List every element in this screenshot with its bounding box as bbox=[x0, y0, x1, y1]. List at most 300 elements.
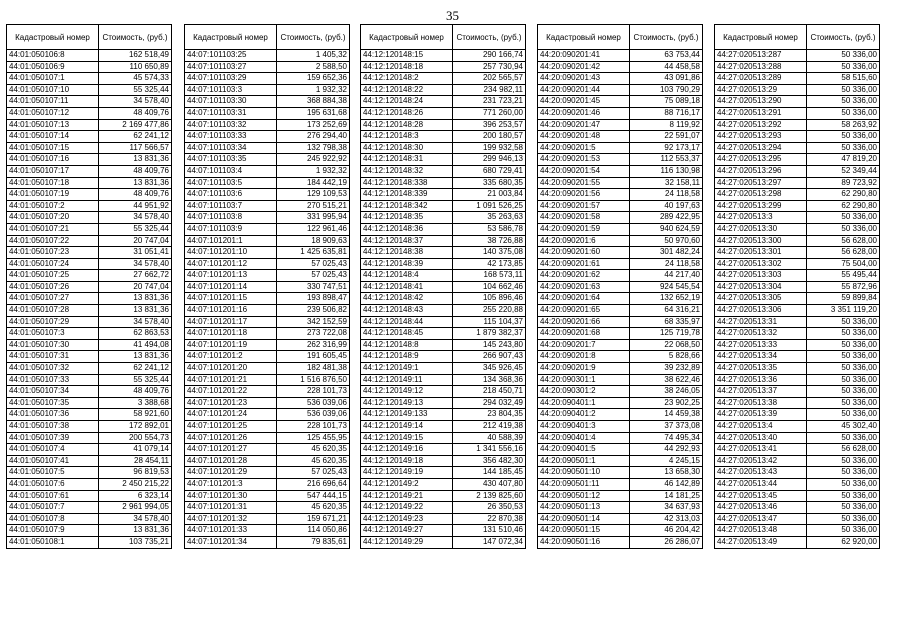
cost-cell: 50 336,00 bbox=[807, 502, 880, 514]
cadastral-number-cell: 44:20:090201:48 bbox=[538, 131, 630, 143]
table-row bbox=[715, 281, 880, 293]
cost-cell: 20 747,04 bbox=[99, 235, 172, 247]
cost-cell: 39 232,89 bbox=[630, 363, 703, 375]
cost-cell: 22 591,07 bbox=[630, 131, 703, 143]
cadastral-number-cell: 44:01:050107:34 bbox=[7, 386, 99, 398]
cost-cell: 430 407,80 bbox=[453, 478, 526, 490]
cadastral-number-cell: 44:27:020513:36 bbox=[715, 374, 807, 386]
cost-cell: 536 039,06 bbox=[277, 409, 350, 421]
table-row bbox=[538, 328, 703, 340]
cost-cell: 212 419,38 bbox=[453, 421, 526, 433]
table-row bbox=[185, 432, 350, 444]
table-row bbox=[7, 374, 172, 386]
table-row bbox=[185, 223, 350, 235]
cadastral-number-cell: 44:27:020513:38 bbox=[715, 397, 807, 409]
cadastral-number-cell: 44:20:090201:7 bbox=[538, 339, 630, 351]
table-row bbox=[185, 107, 350, 119]
cost-cell: 88 716,17 bbox=[630, 107, 703, 119]
cost-cell: 195 631,68 bbox=[277, 107, 350, 119]
cadastral-number-cell: 44:07:101201:22 bbox=[185, 386, 277, 398]
cost-cell: 53 586,78 bbox=[453, 223, 526, 235]
cadastral-number-cell: 44:07:101103:3 bbox=[185, 84, 277, 96]
table-row bbox=[7, 258, 172, 270]
cost-cell: 1 405,32 bbox=[277, 50, 350, 62]
cadastral-number-cell: 44:27:020513:37 bbox=[715, 386, 807, 398]
cost-cell: 75 504,00 bbox=[807, 258, 880, 270]
cadastral-number-cell: 44:12:120149:21 bbox=[361, 490, 453, 502]
cadastral-number-cell: 44:12:120148:2 bbox=[361, 73, 453, 85]
table-row bbox=[715, 61, 880, 73]
cadastral-number-cell: 44:27:020513:3 bbox=[715, 212, 807, 224]
cost-cell: 27 662,72 bbox=[99, 270, 172, 282]
table-row bbox=[185, 61, 350, 73]
cost-cell: 45 574,33 bbox=[99, 73, 172, 85]
cost-cell: 22 068,50 bbox=[630, 339, 703, 351]
cadastral-number-cell: 44:12:120149:13 bbox=[361, 397, 453, 409]
table-row bbox=[361, 467, 526, 479]
header-cadastral-number: Кадастровый номер bbox=[7, 25, 99, 50]
cost-cell: 55 495,44 bbox=[807, 270, 880, 282]
cost-cell: 331 995,94 bbox=[277, 212, 350, 224]
table-row bbox=[361, 270, 526, 282]
table-row bbox=[538, 247, 703, 259]
cadastral-number-cell: 44:12:120148:15 bbox=[361, 50, 453, 62]
table-row bbox=[361, 96, 526, 108]
cost-cell: 38 246,05 bbox=[630, 386, 703, 398]
cadastral-number-cell: 44:12:120148:38 bbox=[361, 247, 453, 259]
table-row bbox=[361, 374, 526, 386]
cost-cell: 1 091 526,25 bbox=[453, 200, 526, 212]
cadastral-number-cell: 44:12:120148:8 bbox=[361, 339, 453, 351]
table-row bbox=[715, 107, 880, 119]
table-row bbox=[361, 200, 526, 212]
cost-cell: 200 554,73 bbox=[99, 432, 172, 444]
table-row bbox=[538, 258, 703, 270]
cadastral-number-cell: 44:01:050106:8 bbox=[7, 50, 99, 62]
cost-cell: 64 316,21 bbox=[630, 305, 703, 317]
cadastral-number-cell: 44:20:090201:6 bbox=[538, 235, 630, 247]
cost-cell: 110 650,89 bbox=[99, 61, 172, 73]
cost-cell: 35 263,63 bbox=[453, 212, 526, 224]
table-row bbox=[361, 455, 526, 467]
cadastral-number-cell: 44:12:120148:338 bbox=[361, 177, 453, 189]
cadastral-number-cell: 44:07:101201:31 bbox=[185, 502, 277, 514]
cost-cell: 6 323,14 bbox=[99, 490, 172, 502]
table-row bbox=[538, 374, 703, 386]
table-row bbox=[7, 502, 172, 514]
cadastral-number-cell: 44:27:020513:44 bbox=[715, 478, 807, 490]
cost-cell: 345 926,45 bbox=[453, 363, 526, 375]
cost-cell: 50 336,00 bbox=[807, 339, 880, 351]
table-row bbox=[7, 351, 172, 363]
table-row bbox=[538, 525, 703, 537]
table-row bbox=[185, 270, 350, 282]
cadastral-number-cell: 44:01:050107:22 bbox=[7, 235, 99, 247]
table-row bbox=[361, 432, 526, 444]
cost-cell: 92 173,17 bbox=[630, 142, 703, 154]
cadastral-number-cell: 44:27:020513:47 bbox=[715, 513, 807, 525]
table-row bbox=[715, 165, 880, 177]
cadastral-number-cell: 44:01:050107:8 bbox=[7, 513, 99, 525]
cost-cell: 245 922,92 bbox=[277, 154, 350, 166]
cadastral-number-cell: 44:20:090401:4 bbox=[538, 432, 630, 444]
cost-cell: 330 747,51 bbox=[277, 281, 350, 293]
cadastral-number-cell: 44:12:120149:11 bbox=[361, 374, 453, 386]
cost-cell: 145 243,80 bbox=[453, 339, 526, 351]
register-table bbox=[6, 24, 172, 549]
cadastral-number-cell: 44:12:120149:12 bbox=[361, 386, 453, 398]
table-row bbox=[538, 536, 703, 548]
cost-cell: 131 510,46 bbox=[453, 525, 526, 537]
table-row bbox=[538, 490, 703, 502]
cadastral-number-cell: 44:01:050107:36 bbox=[7, 409, 99, 421]
table-row bbox=[715, 96, 880, 108]
cadastral-number-cell: 44:27:020513:299 bbox=[715, 200, 807, 212]
cadastral-number-cell: 44:20:090201:47 bbox=[538, 119, 630, 131]
table-row bbox=[185, 200, 350, 212]
table-row bbox=[185, 513, 350, 525]
cost-cell: 200 180,57 bbox=[453, 131, 526, 143]
table-row bbox=[538, 513, 703, 525]
table-row bbox=[7, 61, 172, 73]
table-row bbox=[361, 363, 526, 375]
cost-cell: 184 442,19 bbox=[277, 177, 350, 189]
cadastral-number-cell: 44:20:090301:2 bbox=[538, 386, 630, 398]
cadastral-number-cell: 44:20:090201:56 bbox=[538, 189, 630, 201]
cost-cell: 48 409,76 bbox=[99, 189, 172, 201]
cadastral-number-cell: 44:27:020513:289 bbox=[715, 73, 807, 85]
cadastral-number-cell: 44:12:120149:27 bbox=[361, 525, 453, 537]
table-row bbox=[361, 386, 526, 398]
cadastral-number-cell: 44:01:050107:4 bbox=[7, 444, 99, 456]
cost-cell: 58 515,60 bbox=[807, 73, 880, 85]
table-row bbox=[538, 270, 703, 282]
cadastral-number-cell: 44:12:120148:45 bbox=[361, 328, 453, 340]
table-row bbox=[185, 247, 350, 259]
cadastral-number-cell: 44:01:050107:13 bbox=[7, 119, 99, 131]
cost-cell: 44 951,92 bbox=[99, 200, 172, 212]
cost-cell: 13 831,36 bbox=[99, 293, 172, 305]
header-cadastral-number: Кадастровый номер bbox=[185, 25, 277, 50]
cadastral-number-cell: 44:27:020513:29 bbox=[715, 84, 807, 96]
cadastral-number-cell: 44:27:020513:39 bbox=[715, 409, 807, 421]
cost-cell: 40 197,63 bbox=[630, 200, 703, 212]
table-row bbox=[538, 455, 703, 467]
cadastral-number-cell: 44:27:020513:43 bbox=[715, 467, 807, 479]
cadastral-number-cell: 44:20:090201:46 bbox=[538, 107, 630, 119]
cost-cell: 50 336,00 bbox=[807, 50, 880, 62]
table-row bbox=[7, 455, 172, 467]
cost-cell: 50 336,00 bbox=[807, 96, 880, 108]
cadastral-number-cell: 44:27:020513:288 bbox=[715, 61, 807, 73]
cadastral-number-cell: 44:01:050107:35 bbox=[7, 397, 99, 409]
cadastral-number-cell: 44:07:101201:29 bbox=[185, 467, 277, 479]
table-row bbox=[715, 212, 880, 224]
cadastral-number-cell: 44:01:050107:61 bbox=[7, 490, 99, 502]
cost-cell: 43 091,86 bbox=[630, 73, 703, 85]
table-row bbox=[715, 258, 880, 270]
cost-cell: 20 747,04 bbox=[99, 281, 172, 293]
cadastral-number-cell: 44:01:050107:7 bbox=[7, 502, 99, 514]
cadastral-number-cell: 44:07:101201:30 bbox=[185, 490, 277, 502]
cadastral-number-cell: 44:01:050107:30 bbox=[7, 339, 99, 351]
table-row bbox=[185, 467, 350, 479]
cadastral-number-cell: 44:01:050107:14 bbox=[7, 131, 99, 143]
cost-cell: 14 459,38 bbox=[630, 409, 703, 421]
cadastral-number-cell: 44:01:050107:1 bbox=[7, 73, 99, 85]
cadastral-number-cell: 44:07:101201:28 bbox=[185, 455, 277, 467]
cadastral-number-cell: 44:20:090501:11 bbox=[538, 478, 630, 490]
table-row bbox=[7, 50, 172, 62]
cost-cell: 199 932,58 bbox=[453, 142, 526, 154]
cost-cell: 1 932,32 bbox=[277, 165, 350, 177]
cadastral-number-cell: 44:12:120148:339 bbox=[361, 189, 453, 201]
cost-cell: 55 872,96 bbox=[807, 281, 880, 293]
table-row bbox=[185, 177, 350, 189]
cost-cell: 132 652,19 bbox=[630, 293, 703, 305]
cost-cell: 34 578,40 bbox=[99, 513, 172, 525]
cost-cell: 24 118,58 bbox=[630, 258, 703, 270]
table-row bbox=[538, 200, 703, 212]
cost-cell: 50 336,00 bbox=[807, 223, 880, 235]
cost-cell: 13 831,36 bbox=[99, 177, 172, 189]
cost-cell: 62 863,53 bbox=[99, 328, 172, 340]
cadastral-number-cell: 44:07:101201:20 bbox=[185, 363, 277, 375]
table-row bbox=[7, 386, 172, 398]
table-row bbox=[538, 189, 703, 201]
cadastral-number-cell: 44:27:020513:4 bbox=[715, 421, 807, 433]
cost-cell: 75 089,18 bbox=[630, 96, 703, 108]
cost-cell: 48 409,76 bbox=[99, 386, 172, 398]
cadastral-number-cell: 44:27:020513:293 bbox=[715, 131, 807, 143]
cadastral-number-cell: 44:27:020513:30 bbox=[715, 223, 807, 235]
cost-cell: 31 051,41 bbox=[99, 247, 172, 259]
table-row bbox=[361, 478, 526, 490]
table-row bbox=[7, 328, 172, 340]
cost-cell: 173 252,69 bbox=[277, 119, 350, 131]
cadastral-number-cell: 44:12:120148:30 bbox=[361, 142, 453, 154]
cost-cell: 356 482,30 bbox=[453, 455, 526, 467]
table-row bbox=[538, 177, 703, 189]
cost-cell: 34 578,40 bbox=[99, 96, 172, 108]
table-row bbox=[7, 200, 172, 212]
table-row bbox=[185, 154, 350, 166]
table-row bbox=[715, 200, 880, 212]
cadastral-number-cell: 44:27:020513:34 bbox=[715, 351, 807, 363]
cost-cell: 58 921,60 bbox=[99, 409, 172, 421]
table-row bbox=[185, 386, 350, 398]
cost-cell: 159 671,21 bbox=[277, 513, 350, 525]
table-row bbox=[185, 374, 350, 386]
cadastral-number-cell: 44:20:090201:45 bbox=[538, 96, 630, 108]
cost-cell: 26 286,07 bbox=[630, 536, 703, 548]
cost-cell: 41 494,08 bbox=[99, 339, 172, 351]
table-row bbox=[538, 212, 703, 224]
cost-cell: 34 578,40 bbox=[99, 212, 172, 224]
cost-cell: 28 454,11 bbox=[99, 455, 172, 467]
table-row bbox=[7, 270, 172, 282]
table-row bbox=[538, 235, 703, 247]
table-row bbox=[7, 96, 172, 108]
cadastral-number-cell: 44:20:090501:12 bbox=[538, 490, 630, 502]
cost-cell: 50 336,00 bbox=[807, 478, 880, 490]
cost-cell: 1 425 635,81 bbox=[277, 247, 350, 259]
cost-cell: 216 696,64 bbox=[277, 478, 350, 490]
cost-cell: 50 336,00 bbox=[807, 432, 880, 444]
cost-cell: 68 335,97 bbox=[630, 316, 703, 328]
cadastral-cost-register bbox=[6, 24, 899, 614]
cadastral-number-cell: 44:20:090501:16 bbox=[538, 536, 630, 548]
table-row bbox=[185, 73, 350, 85]
cadastral-number-cell: 44:07:101201:27 bbox=[185, 444, 277, 456]
cost-cell: 1 341 556,16 bbox=[453, 444, 526, 456]
cost-cell: 294 032,49 bbox=[453, 397, 526, 409]
cost-cell: 52 349,44 bbox=[807, 165, 880, 177]
cadastral-number-cell: 44:20:090201:9 bbox=[538, 363, 630, 375]
cadastral-number-cell: 44:01:050107:26 bbox=[7, 281, 99, 293]
cadastral-number-cell: 44:07:101103:7 bbox=[185, 200, 277, 212]
cost-cell: 132 798,38 bbox=[277, 142, 350, 154]
cost-cell: 228 101,73 bbox=[277, 386, 350, 398]
cadastral-number-cell: 44:27:020513:296 bbox=[715, 165, 807, 177]
cost-cell: 55 325,44 bbox=[99, 84, 172, 96]
cadastral-number-cell: 44:07:101201:1 bbox=[185, 235, 277, 247]
cost-cell: 38 726,88 bbox=[453, 235, 526, 247]
cadastral-number-cell: 44:20:090201:41 bbox=[538, 50, 630, 62]
table-row bbox=[7, 281, 172, 293]
cost-cell: 103 735,21 bbox=[99, 536, 172, 548]
cadastral-number-cell: 44:12:120149:2 bbox=[361, 478, 453, 490]
cadastral-number-cell: 44:12:120148:22 bbox=[361, 84, 453, 96]
table-row bbox=[715, 339, 880, 351]
cadastral-number-cell: 44:20:090501:15 bbox=[538, 525, 630, 537]
cadastral-number-cell: 44:01:050107:3 bbox=[7, 328, 99, 340]
table-row bbox=[715, 305, 880, 317]
cadastral-number-cell: 44:12:120149:22 bbox=[361, 502, 453, 514]
table-row bbox=[538, 119, 703, 131]
cadastral-number-cell: 44:20:090201:57 bbox=[538, 200, 630, 212]
cost-cell: 62 290,80 bbox=[807, 200, 880, 212]
cost-cell: 50 336,00 bbox=[807, 490, 880, 502]
cadastral-number-cell: 44:27:020513:40 bbox=[715, 432, 807, 444]
table-row bbox=[7, 235, 172, 247]
cost-cell: 105 896,46 bbox=[453, 293, 526, 305]
cost-cell: 24 118,58 bbox=[630, 189, 703, 201]
cost-cell: 2 450 215,22 bbox=[99, 478, 172, 490]
cadastral-number-cell: 44:07:101103:6 bbox=[185, 189, 277, 201]
cost-cell: 45 620,35 bbox=[277, 444, 350, 456]
table-row bbox=[538, 316, 703, 328]
cadastral-number-cell: 44:01:050106:9 bbox=[7, 61, 99, 73]
cadastral-number-cell: 44:07:101103:4 bbox=[185, 165, 277, 177]
table-row bbox=[185, 96, 350, 108]
table-row bbox=[715, 328, 880, 340]
cadastral-number-cell: 44:07:101201:16 bbox=[185, 305, 277, 317]
cadastral-number-cell: 44:01:050107:27 bbox=[7, 293, 99, 305]
cadastral-number-cell: 44:07:101201:2 bbox=[185, 351, 277, 363]
table-row bbox=[7, 212, 172, 224]
cadastral-number-cell: 44:01:050107:2 bbox=[7, 200, 99, 212]
cost-cell: 40 588,39 bbox=[453, 432, 526, 444]
cost-cell: 50 336,00 bbox=[807, 455, 880, 467]
table-row bbox=[538, 223, 703, 235]
table-row bbox=[361, 281, 526, 293]
cadastral-number-cell: 44:27:020513:31 bbox=[715, 316, 807, 328]
cadastral-number-cell: 44:20:090201:53 bbox=[538, 154, 630, 166]
table-row bbox=[361, 502, 526, 514]
table-row bbox=[538, 339, 703, 351]
cadastral-number-cell: 44:20:090201:66 bbox=[538, 316, 630, 328]
table-row bbox=[361, 525, 526, 537]
cost-cell: 140 375,08 bbox=[453, 247, 526, 259]
header-cost: Стоимость, (руб.) bbox=[453, 25, 526, 50]
header-cadastral-number: Кадастровый номер bbox=[361, 25, 453, 50]
table-row bbox=[7, 513, 172, 525]
table-row bbox=[715, 131, 880, 143]
cost-cell: 55 325,44 bbox=[99, 374, 172, 386]
cost-cell: 4 245,15 bbox=[630, 455, 703, 467]
table-row bbox=[185, 409, 350, 421]
register-table bbox=[537, 24, 703, 549]
table-row bbox=[361, 50, 526, 62]
header-cadastral-number: Кадастровый номер bbox=[715, 25, 807, 50]
cadastral-number-cell: 44:12:120148:18 bbox=[361, 61, 453, 73]
table-row bbox=[361, 119, 526, 131]
cost-cell: 5 828,66 bbox=[630, 351, 703, 363]
table-row bbox=[361, 328, 526, 340]
cost-cell: 22 870,38 bbox=[453, 513, 526, 525]
table-row bbox=[185, 316, 350, 328]
cadastral-number-cell: 44:07:101103:8 bbox=[185, 212, 277, 224]
cadastral-number-cell: 44:27:020513:305 bbox=[715, 293, 807, 305]
table-row bbox=[715, 177, 880, 189]
table-row bbox=[185, 142, 350, 154]
cost-cell: 13 831,36 bbox=[99, 305, 172, 317]
table-row bbox=[538, 131, 703, 143]
cadastral-number-cell: 44:07:101201:14 bbox=[185, 281, 277, 293]
cadastral-number-cell: 44:20:090501:14 bbox=[538, 513, 630, 525]
cost-cell: 3 388,68 bbox=[99, 397, 172, 409]
cadastral-number-cell: 44:27:020513:41 bbox=[715, 444, 807, 456]
cost-cell: 56 628,00 bbox=[807, 444, 880, 456]
cost-cell: 89 723,92 bbox=[807, 177, 880, 189]
cadastral-number-cell: 44:12:120148:44 bbox=[361, 316, 453, 328]
cost-cell: 301 482,24 bbox=[630, 247, 703, 259]
cadastral-number-cell: 44:20:090501:10 bbox=[538, 467, 630, 479]
cost-cell: 62 241,12 bbox=[99, 363, 172, 375]
table-row bbox=[538, 386, 703, 398]
cadastral-number-cell: 44:07:101201:10 bbox=[185, 247, 277, 259]
table-row bbox=[7, 131, 172, 143]
table-row bbox=[715, 84, 880, 96]
table-row bbox=[185, 397, 350, 409]
cadastral-number-cell: 44:12:120148:35 bbox=[361, 212, 453, 224]
cadastral-number-cell: 44:12:120149:15 bbox=[361, 432, 453, 444]
cost-cell: 112 553,37 bbox=[630, 154, 703, 166]
table-row bbox=[185, 305, 350, 317]
cost-cell: 234 982,11 bbox=[453, 84, 526, 96]
cost-cell: 44 217,40 bbox=[630, 270, 703, 282]
cadastral-number-cell: 44:01:050107:9 bbox=[7, 525, 99, 537]
cost-cell: 50 336,00 bbox=[807, 386, 880, 398]
cost-cell: 342 152,59 bbox=[277, 316, 350, 328]
cadastral-number-cell: 44:20:090201:68 bbox=[538, 328, 630, 340]
cadastral-number-cell: 44:07:101201:18 bbox=[185, 328, 277, 340]
table-row bbox=[361, 223, 526, 235]
table-row bbox=[538, 96, 703, 108]
cost-cell: 289 422,95 bbox=[630, 212, 703, 224]
cadastral-number-cell: 44:20:090201:55 bbox=[538, 177, 630, 189]
